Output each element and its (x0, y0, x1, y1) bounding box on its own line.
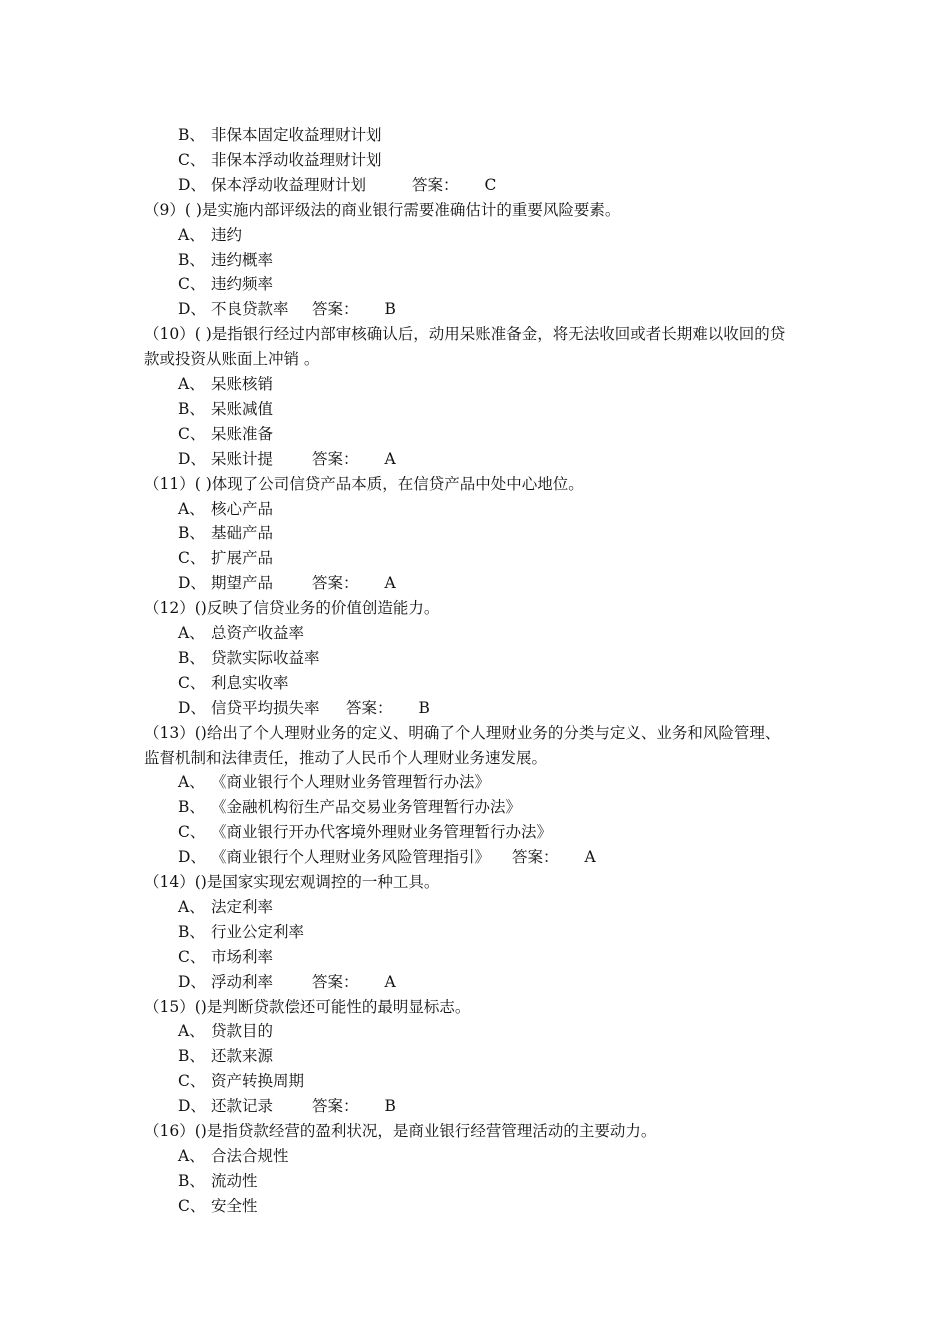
option-text: 还款记录 (211, 1097, 274, 1116)
option-letter: D、 (178, 972, 206, 991)
question-stem-continued: 款或投资从账面上冲销 。 (144, 350, 320, 369)
option-text: 非保本浮动收益理财计划 (211, 150, 382, 169)
option-text: 贷款实际收益率 (211, 648, 320, 667)
option-text: 《金融机构衍生产品交易业务管理暂行办法》 (211, 798, 522, 817)
answer-option (178, 449, 396, 469)
answer-label: 答案： (312, 574, 359, 593)
answer-option (178, 772, 490, 792)
option-letter: A、 (178, 1146, 205, 1165)
answer-option (178, 947, 273, 967)
option-letter: C、 (178, 275, 206, 294)
question-stem: （15）()是判断贷款偿还可能性的最明显标志。 (144, 997, 471, 1016)
option-letter: D、 (178, 848, 206, 867)
option-letter: D、 (178, 449, 206, 468)
answer-value: B (384, 300, 396, 319)
question-stem: （13）()给出了个人理财业务的定义、明确了个人理财业务的分类与定义、业务和风险管理、 (144, 723, 781, 742)
answer-option (178, 499, 273, 519)
option-text: 《商业银行个人理财业务管理暂行办法》 (211, 773, 491, 792)
answer-label: 答案： (312, 1097, 359, 1116)
option-letter: D、 (178, 300, 206, 319)
question-stem: （14）()是国家实现宏观调控的一种工具。 (144, 873, 440, 891)
option-text: 不良贷款率 (211, 300, 289, 319)
option-text: 利息实收率 (211, 673, 289, 692)
answer-option (178, 623, 304, 643)
answer-key (346, 698, 430, 718)
question-stem: （16）()是指贷款经营的盈利状况，是商业银行经营管理活动的主要动力。 (144, 1122, 657, 1140)
option-text: 资产转换周期 (211, 1072, 305, 1091)
answer-option (178, 523, 273, 543)
option-letter: B、 (178, 648, 205, 667)
answer-key (312, 573, 396, 593)
answer-option (178, 1146, 289, 1166)
option-letter: B、 (178, 1047, 205, 1066)
option-letter: B、 (178, 922, 205, 941)
answer-value: C (484, 175, 497, 194)
option-text: 浮动利率 (211, 972, 274, 991)
option-text: 扩展产品 (211, 549, 274, 568)
option-letter: A、 (178, 225, 205, 244)
option-letter: D、 (178, 175, 206, 194)
answer-option (178, 175, 497, 195)
answer-option (178, 698, 430, 718)
option-text: 核心产品 (211, 499, 274, 518)
answer-option (178, 225, 242, 245)
option-text: 行业公定利率 (211, 922, 305, 941)
option-letter: B、 (178, 126, 205, 144)
option-letter: A、 (178, 375, 205, 393)
option-letter: D、 (178, 1097, 206, 1116)
question-stem-continued: 监督机制和法律责任，推动了人民币个人理财业务速发展。 (144, 748, 548, 767)
option-letter: A、 (178, 773, 205, 792)
answer-label: 答案： (412, 175, 459, 194)
option-letter: C、 (178, 549, 206, 568)
option-text: 呆账核销 (211, 375, 274, 393)
option-letter: B、 (178, 250, 205, 269)
option-letter: C、 (178, 823, 206, 842)
answer-option (178, 374, 273, 394)
option-text: 市场利率 (211, 947, 274, 966)
option-text: 违约频率 (211, 275, 274, 294)
option-letter: C、 (178, 1072, 206, 1091)
option-letter: A、 (178, 499, 205, 518)
option-letter: D、 (178, 574, 206, 593)
answer-option (178, 897, 273, 917)
option-text: 贷款目的 (211, 1022, 274, 1041)
answer-label: 答案： (346, 698, 393, 717)
option-letter: A、 (178, 897, 205, 916)
answer-option (178, 424, 273, 444)
option-text: 《商业银行个人理财业务风险管理指引》 (211, 848, 491, 867)
option-text: 保本浮动收益理财计划 (211, 175, 367, 194)
option-text: 还款来源 (211, 1047, 274, 1066)
answer-value: A (384, 972, 396, 991)
option-letter: C、 (178, 1196, 206, 1215)
option-letter: C、 (178, 150, 206, 169)
option-letter: B、 (178, 399, 205, 418)
answer-option (178, 648, 320, 668)
option-letter: D、 (178, 698, 206, 717)
answer-option (178, 299, 396, 319)
option-text: 安全性 (211, 1196, 258, 1215)
option-letter: A、 (178, 624, 205, 642)
answer-key (312, 972, 396, 992)
option-text: 违约 (211, 225, 243, 244)
option-text: 非保本固定收益理财计划 (211, 126, 382, 144)
answer-value: B (384, 1097, 396, 1116)
answer-label: 答案： (512, 848, 559, 867)
option-text: 法定利率 (211, 897, 274, 916)
option-text: 基础产品 (211, 524, 274, 543)
option-letter: C、 (178, 673, 206, 692)
answer-label: 答案： (312, 449, 359, 468)
option-text: 信贷平均损失率 (211, 698, 320, 717)
answer-option (178, 1046, 273, 1066)
answer-label: 答案： (312, 972, 359, 991)
answer-option (178, 972, 396, 992)
option-text: 合法合规性 (211, 1146, 289, 1165)
answer-option (178, 1196, 258, 1216)
answer-option (178, 150, 382, 170)
answer-option (178, 673, 289, 693)
question-stem: （9）( )是实施内部评级法的商业银行需要准确估计的重要风险要素。 (144, 200, 621, 219)
option-text: 总资产收益率 (211, 624, 305, 642)
option-text: 呆账计提 (211, 449, 274, 468)
answer-value: A (584, 848, 596, 867)
option-letter: A、 (178, 1022, 205, 1041)
answer-key (312, 299, 396, 319)
answer-value: A (384, 449, 396, 468)
question-stem: （12）()反映了信贷业务的价值创造能力。 (144, 599, 440, 618)
option-letter: C、 (178, 424, 206, 443)
answer-option (178, 922, 304, 942)
answer-option (178, 1096, 396, 1116)
answer-option (178, 822, 552, 842)
answer-option (178, 250, 273, 270)
answer-option (178, 548, 273, 568)
option-letter: B、 (178, 798, 205, 817)
option-text: 《商业银行开办代客境外理财业务管理暂行办法》 (211, 823, 553, 842)
answer-option (178, 1021, 273, 1041)
answer-key (312, 1096, 396, 1116)
answer-key (312, 449, 396, 469)
answer-key (412, 175, 496, 195)
answer-option (178, 274, 273, 294)
question-stem: （11）( )体现了公司信贷产品本质，在信贷产品中处中心地位。 (144, 474, 584, 493)
option-letter: B、 (178, 524, 205, 543)
option-text: 呆账准备 (211, 424, 274, 443)
option-text: 呆账减值 (211, 399, 274, 418)
question-stem: （10）( )是指银行经过内部审核确认后，动用呆账准备金，将无法收回或者长期难以收回的贷 (144, 325, 786, 344)
answer-option (178, 573, 396, 593)
option-letter: C、 (178, 947, 206, 966)
answer-value: B (418, 698, 430, 717)
option-letter: B、 (178, 1171, 205, 1190)
answer-option (178, 399, 273, 419)
option-text: 违约概率 (211, 250, 274, 269)
answer-label: 答案： (312, 300, 359, 319)
answer-option (178, 847, 596, 867)
option-text: 期望产品 (211, 574, 274, 593)
answer-option (178, 125, 382, 145)
answer-option (178, 1071, 304, 1091)
answer-option (178, 1171, 258, 1191)
answer-key (512, 847, 596, 867)
answer-option (178, 797, 521, 817)
answer-value: A (384, 574, 396, 593)
option-text: 流动性 (211, 1171, 258, 1190)
